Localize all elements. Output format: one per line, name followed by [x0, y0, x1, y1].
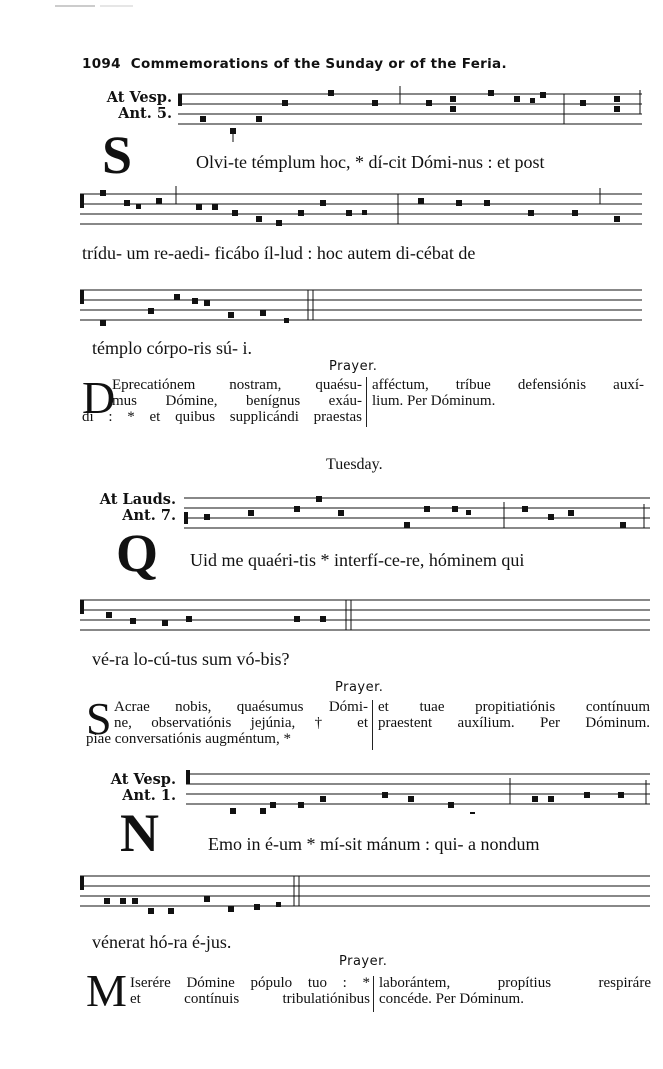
prayer-line: Acrae nobis, quaésumus Dómi-	[114, 699, 368, 715]
prayer-line: di : * et quibus supplicándi praestas	[82, 409, 362, 425]
column-divider	[366, 377, 367, 427]
prayer-column-left	[130, 975, 370, 1007]
prayer-line: ne, observatiónis jejúnia, † et	[114, 715, 368, 731]
office-hour: At Vesp.	[106, 89, 172, 106]
prayer-column-right	[372, 377, 644, 409]
prayer-heading: Prayer.	[329, 359, 378, 374]
prayer-line: piae conversatiónis augméntum, *	[86, 731, 291, 747]
prayer-line: Eprecatiónem nostram, quaésu-	[112, 377, 362, 393]
chant-lyric-line: trídu- um re-aedi- ficábo íl-lud : hoc autem di-cébat de	[82, 243, 476, 263]
chant-lyric-line: Uid me quaéri-tis * interfí-ce-re, hóminem qui	[190, 550, 525, 570]
page-number: 1094	[82, 56, 121, 72]
chant-staff	[186, 766, 650, 814]
chant-initial: Q	[116, 523, 159, 583]
prayer-heading: Prayer.	[335, 680, 384, 695]
prayer-line: afféctum, tríbue defensiónis auxí-	[372, 377, 644, 393]
office-hour: At Lauds.	[99, 491, 176, 508]
antiphon-number: Ant. 7.	[122, 507, 176, 524]
antiphon-number: Ant. 1.	[122, 787, 176, 804]
prayer-initial: D	[82, 372, 116, 423]
scan-mark	[55, 5, 135, 8]
chant-staff	[80, 186, 642, 234]
column-divider	[372, 700, 373, 750]
chant-staff	[80, 592, 650, 640]
chant-initial: S	[102, 125, 133, 185]
prayer-column-right	[378, 699, 650, 731]
prayer-column-right	[379, 975, 651, 1007]
prayer-line: Iserére Dómine pópulo tuo : *	[130, 975, 370, 991]
prayer-initial: S	[86, 693, 112, 744]
chant-lyric-line: vénerat hó-ra é-jus.	[92, 932, 232, 952]
chant-lyric-line: Emo in é-um * mí-sit mánum : qui- a nondum	[208, 834, 540, 854]
prayer-line: et tuae propitiatiónis contínuum	[378, 699, 650, 715]
chant-ledger	[178, 126, 642, 144]
chant-staff	[80, 868, 650, 920]
prayer-line: concéde. Per Dóminum.	[379, 991, 524, 1007]
prayer-line: praestent auxílium. Per Dóminum.	[378, 715, 650, 731]
chant-lyric-line: vé-ra lo-cú-tus sum vó-bis?	[92, 649, 290, 669]
office-hour: At Vesp.	[110, 771, 176, 788]
hour-label	[96, 772, 176, 804]
prayer-heading: Prayer.	[339, 954, 388, 969]
prayer-line: mus Dómine, benígnus exáu-	[112, 393, 362, 409]
feria-title: Tuesday.	[326, 456, 383, 473]
hour-label	[88, 492, 176, 524]
prayer-line: laborántem, propítius respiráre	[379, 975, 651, 991]
prayer-line: et contínuis tribulatiónibus	[130, 991, 370, 1007]
chant-lyric-line: Olvi-te témplum hoc, * dí-cit Dómi-nus : et post	[196, 152, 545, 172]
column-divider	[373, 976, 374, 1012]
running-title: Commemorations of the Sunday or of the Feria.	[130, 56, 507, 72]
chant-lyric-line: témplo córpo-ris sú- i.	[92, 338, 252, 358]
prayer-column-left	[112, 377, 362, 409]
hour-label	[90, 90, 172, 122]
chant-staff	[184, 494, 650, 536]
chant-initial: N	[120, 803, 159, 863]
antiphon-number: Ant. 5.	[118, 105, 172, 122]
running-header	[82, 56, 507, 72]
prayer-initial: M	[86, 965, 127, 1016]
prayer-line: lium. Per Dóminum.	[372, 393, 496, 409]
prayer-column-left	[114, 699, 368, 731]
chant-staff	[80, 282, 642, 330]
